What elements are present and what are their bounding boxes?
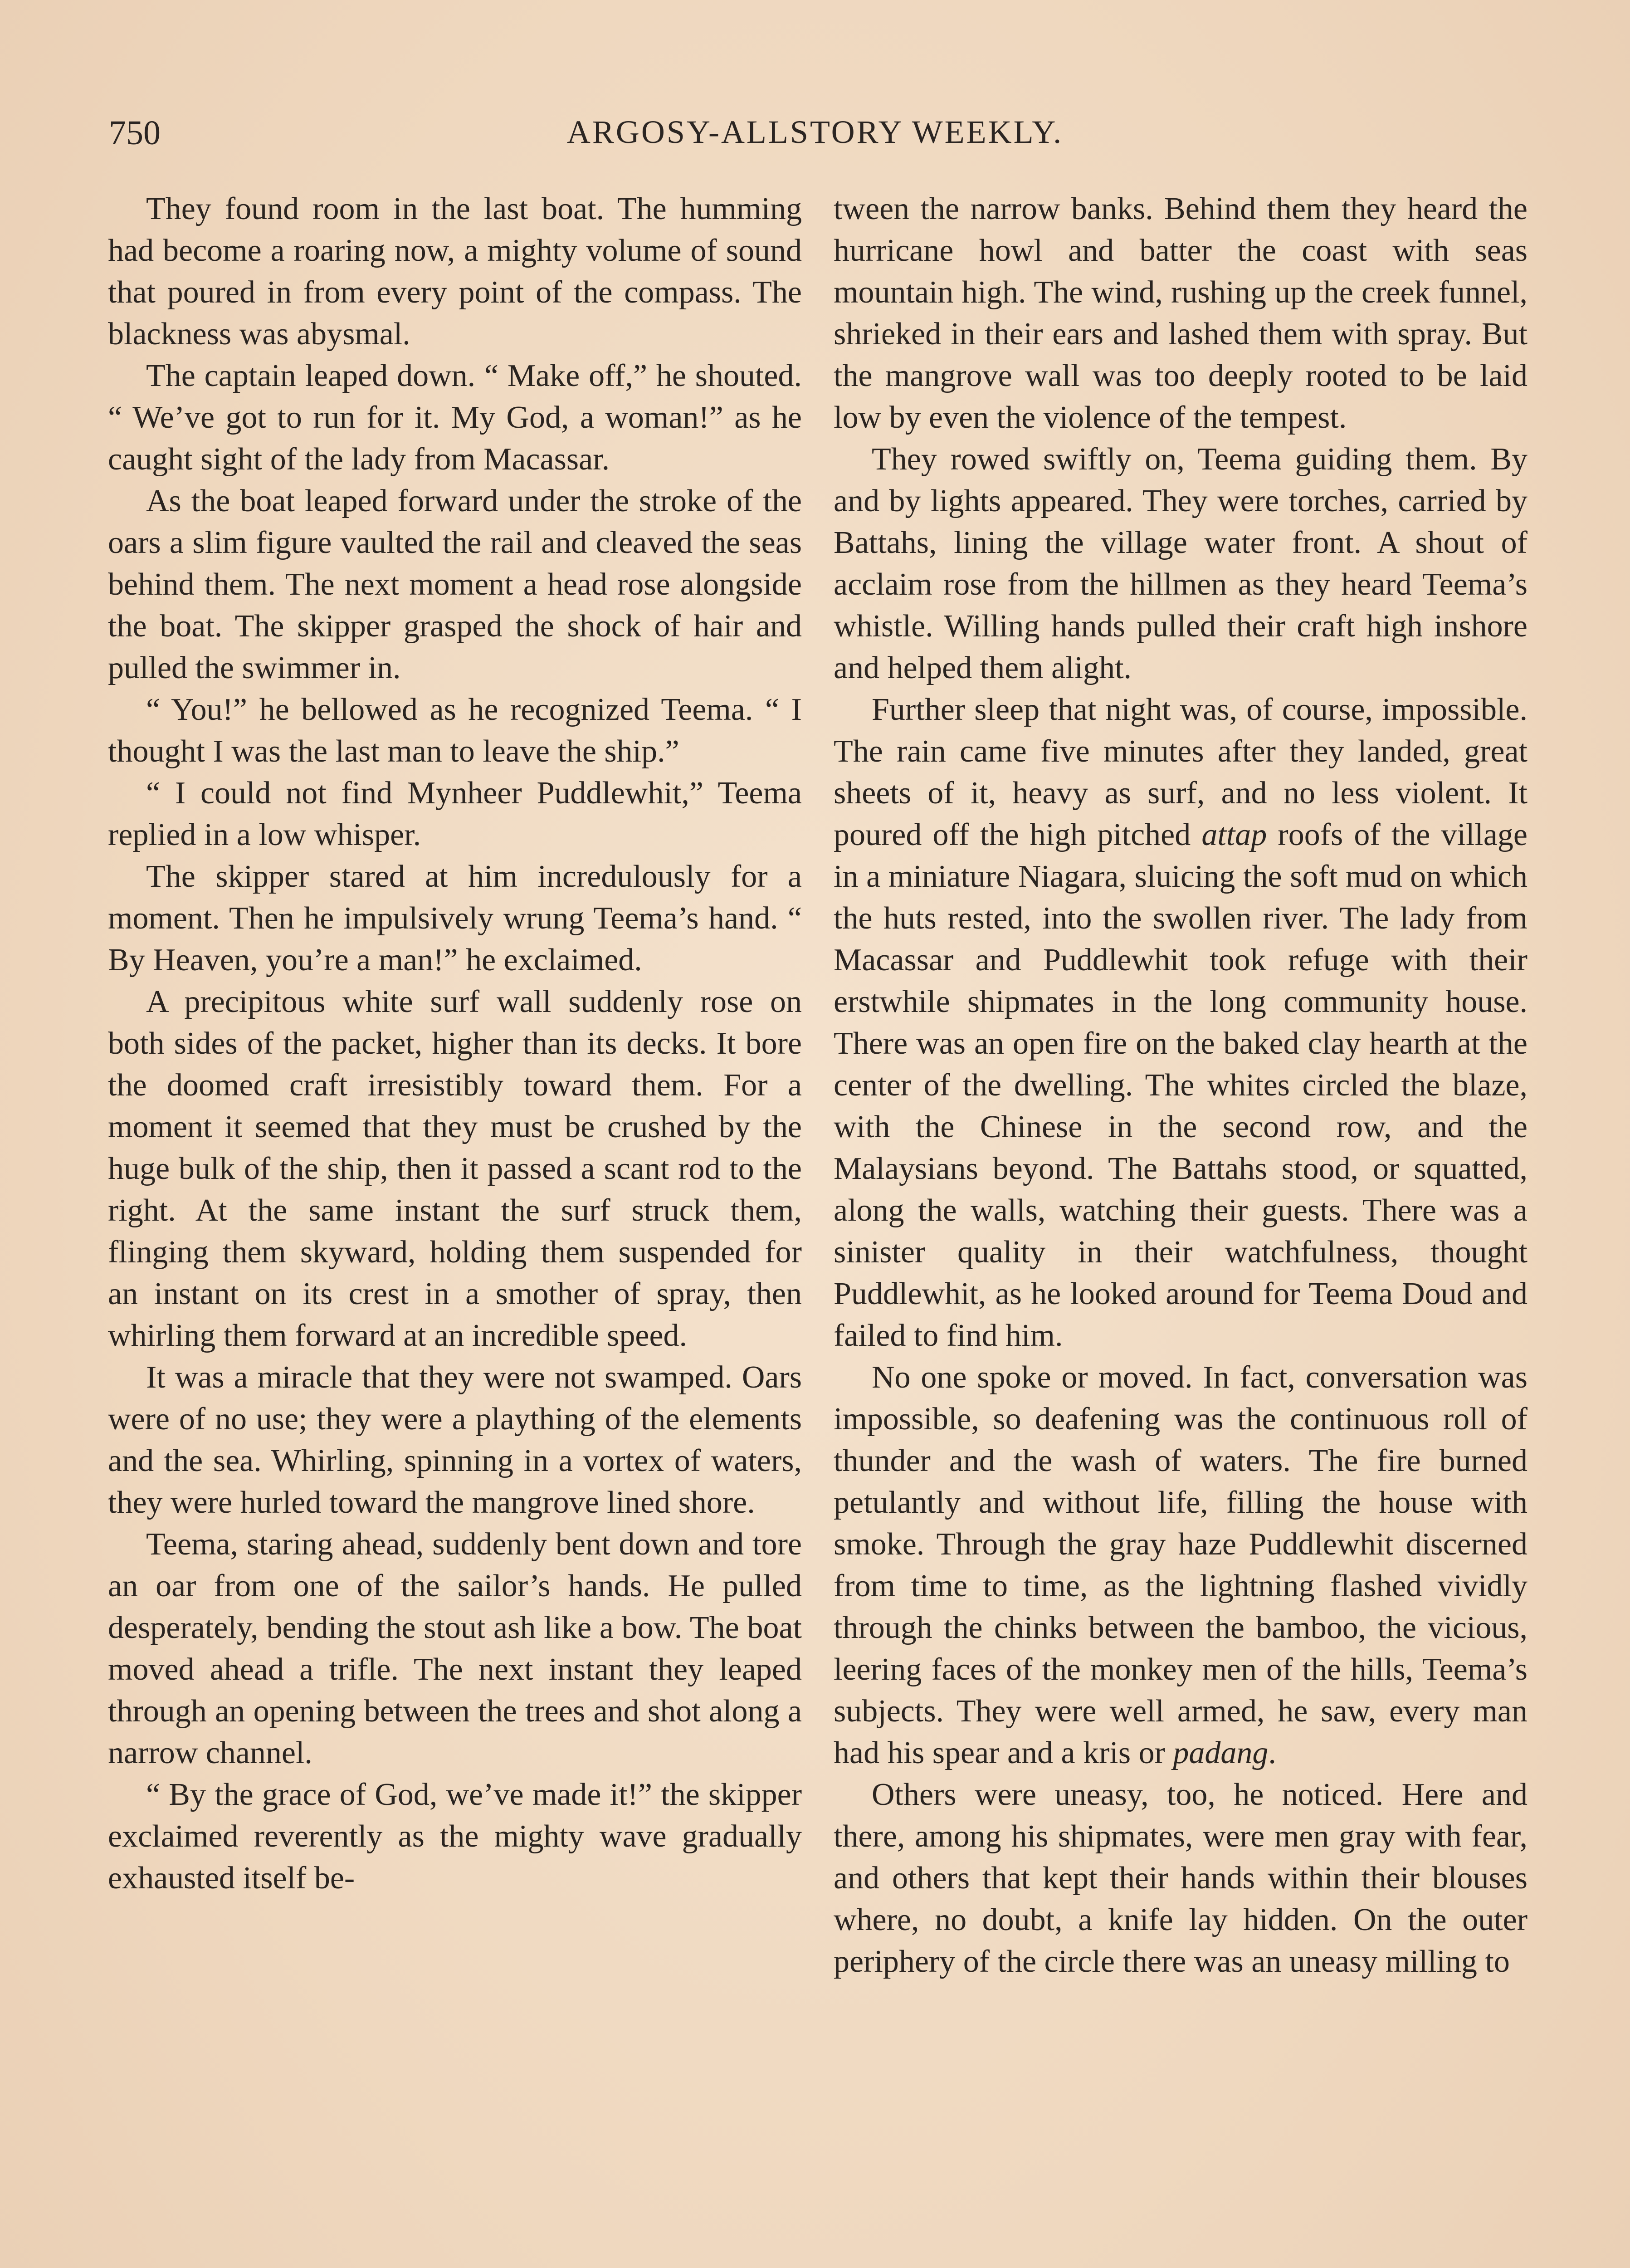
page-header [109, 113, 1521, 163]
page-number: 750 [109, 114, 161, 152]
italic-word: attap [1201, 817, 1267, 852]
italic-word: padang [1173, 1735, 1269, 1770]
paragraph: Others were uneasy, too, he noticed. Here and there, among his shipmates, were men gray with fear, and others that kept their hands within their blouses where, no doubt, a knife lay hidden. On the outer periphery of the circle there was an uneasy milling to [834, 1777, 1528, 1979]
paragraph: “ You!” he bellowed as he recognized Teema. “ I thought I was the last man to leave the ship.” [108, 692, 802, 769]
paragraph: It was a miracle that they were not swamped. Oars were of no use; they were a plaything of the elements and the sea. Whirling, spinning in a vortex of waters, they were hurled toward the mangrove lined shore. [108, 1360, 802, 1520]
paragraph-continuation: tween the narrow banks. Behind them they heard the hurricane howl and batter the coast with seas mountain high. The wind, rushing up the creek funnel, shrieked in their ears and lashed them with spray. But the mangrove wall was too deeply rooted to be laid low by even the violence of the tempest. [834, 191, 1528, 435]
paragraph [834, 1357, 1528, 1774]
paragraph: The captain leaped down. “ Make off,” he shouted. “ We’ve got to run for it. My God, a woman!” as he caught sight of the lady from Macassar. [108, 358, 802, 477]
paragraph [834, 689, 1528, 1357]
paragraph: They found room in the last boat. The humming had become a roaring now, a mighty volume of sound that poured in from every point of the compass. The blackness was abysmal. [108, 191, 802, 352]
paragraph: They rowed swiftly on, Teema guiding them. By and by lights appeared. They were torches, carried by Battahs, lining the village water front. A shout of acclaim rose from the hillmen as they heard Teema’s whistle. Willing hands pulled their craft high inshore and helped them alight. [834, 442, 1528, 685]
paragraph: “ By the grace of God, we’ve made it!” the skipper exclaimed reverently as the mighty wave gradually exhausted itself be- [108, 1777, 802, 1896]
text-run: roofs of the village in a miniature Niagara, sluicing the soft mud on which the huts rested, into the swollen river. The lady from Macassar and Puddlewhit took refuge with their erstwhile shipmates in the long community house. There was an open fire on the baked clay hearth at the center of the dwelling. The whites circled the blaze, with the Chinese in the second row, and the Malaysians beyond. The Battahs stood, or squatted, along the walls, watching their guests. There was a sinister quality in their watchfulness, thought Puddlewhit, as he looked around for Teema Doud and failed to find him. [834, 817, 1528, 1353]
text-run: No one spoke or moved. In fact, conversation was impossible, so deafening was the continuous roll of thunder and the wash of waters. The fire burned petulantly and without life, filling the house with smoke. Through the gray haze Puddlewhit discerned from time to time, as the lightning flashed vividly through the chinks between the bamboo, the vicious, leering faces of the monkey men of the hills, Teema’s subjects. They were well armed, he saw, every man had his spear and a kris or [834, 1360, 1528, 1770]
right-column [834, 188, 1528, 1983]
running-title: ARGOSY-ALLSTORY WEEKLY. [566, 114, 1064, 150]
text-run: Further sleep that night was, of course, impossible. The rain came five minutes after they landed, great sheets of it, heavy as surf, and no less violent. It poured off the high pitched [834, 692, 1528, 852]
left-column [108, 188, 802, 1899]
paragraph: “ I could not find Mynheer Puddlewhit,” Teema replied in a low whisper. [108, 776, 802, 852]
paragraph: Teema, staring ahead, suddenly bent down and tore an oar from one of the sailor’s hands. He pulled desperately, bending the stout ash like a bow. The boat moved ahead a trifle. The next instant they leaped through an opening between the trees and shot along a narrow channel. [108, 1527, 802, 1770]
text-run: . [1268, 1735, 1276, 1770]
paragraph: The skipper stared at him incredulously for a moment. Then he impulsively wrung Teema’s hand. “ By Heaven, you’re a man!” he exclaimed. [108, 859, 802, 978]
paragraph: As the boat leaped forward under the stroke of the oars a slim figure vaulted the rail and cleaved the seas behind them. The next moment a head rose alongside the boat. The skipper grasped the shock of hair and pulled the swimmer in. [108, 484, 802, 685]
paragraph: A precipitous white surf wall suddenly rose on both sides of the packet, higher than its decks. It bore the doomed craft irresistibly toward them. For a moment it seemed that they must be crushed by the huge bulk of the ship, then it passed a scant rod to the right. At the same instant the surf struck them, flinging them skyward, holding them suspended for an instant on its crest in a smother of spray, then whirling them forward at an incredible speed. [108, 984, 802, 1353]
